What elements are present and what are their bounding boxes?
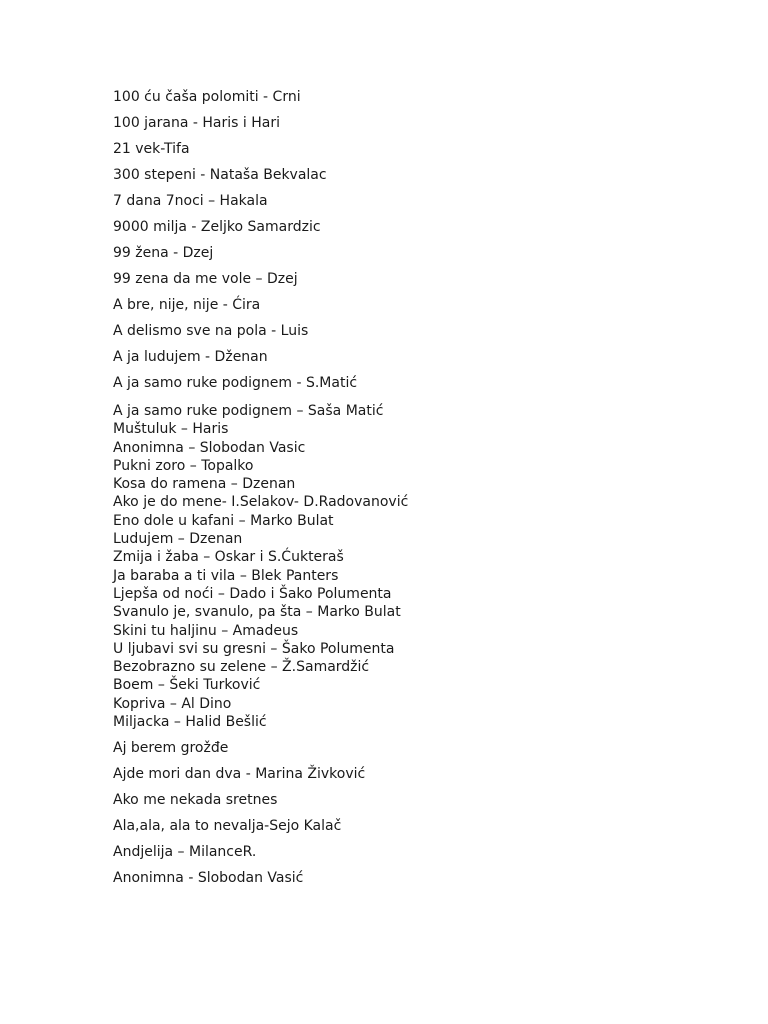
song-line: Kosa do ramena – Dzenan <box>113 476 296 493</box>
song-line: 300 stepeni - Nataša Bekvalac <box>113 167 327 183</box>
song-line: Boem – Šeki Turković <box>113 677 261 694</box>
song-line: Ajde mori dan dva - Marina Živković <box>113 766 366 783</box>
song-line: A ja samo ruke podignem – Saša Matić <box>113 403 384 419</box>
song-line: Zmija i žaba – Oskar i S.Ćukteraš <box>113 549 344 566</box>
song-line: Ako me nekada sretnes <box>113 792 278 809</box>
song-line: Skini tu haljinu – Amadeus <box>113 622 299 639</box>
song-line: Andjelija – MilanceR. <box>113 844 257 861</box>
song-line: A ja ludujem - Dženan <box>113 349 268 365</box>
song-line: Ja baraba a ti vila – Blek Panters <box>113 567 339 584</box>
song-line: 21 vek-Tifa <box>113 141 190 157</box>
song-line: Aj berem grožđe <box>113 740 229 757</box>
song-line: 7 dana 7noci – Hakala <box>113 193 268 209</box>
song-line: Bezobrazno su zelene – Ž.Samardžić <box>113 659 370 676</box>
song-group-spaced-lower <box>113 739 408 895</box>
song-line: 100 ću čaša polomiti - Crni <box>113 89 301 105</box>
song-line: Kopriva – Al Dino <box>113 695 232 712</box>
song-line: Anonimna - Slobodan Vasić <box>113 870 304 887</box>
song-line: A ja samo ruke podignem - S.Matić <box>113 375 358 391</box>
song-group-compact <box>113 402 408 731</box>
song-line: Pukni zoro – Topalko <box>113 457 254 474</box>
song-line: 99 zena da me vole – Dzej <box>113 271 298 287</box>
song-line: Ako je do mene- I.Selakov- D.Radovanović <box>113 494 409 511</box>
song-line: Ludujem – Dzenan <box>113 531 243 548</box>
song-line: Anonimna – Slobodan Vasic <box>113 439 306 456</box>
song-list <box>113 88 408 895</box>
song-line: Eno dole u kafani – Marko Bulat <box>113 512 334 529</box>
song-line: U ljubavi svi su gresni – Šako Polumenta <box>113 640 395 657</box>
song-line: Svanulo je, svanulo, pa šta – Marko Bulat <box>113 604 401 621</box>
song-line: 9000 milja - Zeljko Samardzic <box>113 219 321 235</box>
song-line: 99 žena - Dzej <box>113 245 214 261</box>
song-line: Miljacka – Halid Bešlić <box>113 714 267 731</box>
song-line: A delismo sve na pola - Luis <box>113 323 309 339</box>
song-group-spaced <box>113 88 408 400</box>
song-line: Ljepša od noći – Dado i Šako Polumenta <box>113 585 392 602</box>
song-line: 100 jarana - Haris i Hari <box>113 115 280 131</box>
song-line: Ala,ala, ala to nevalja-Sejo Kalač <box>113 818 342 835</box>
song-line: Muštuluk – Haris <box>113 421 229 438</box>
song-line: A bre, nije, nije - Ćira <box>113 297 261 313</box>
